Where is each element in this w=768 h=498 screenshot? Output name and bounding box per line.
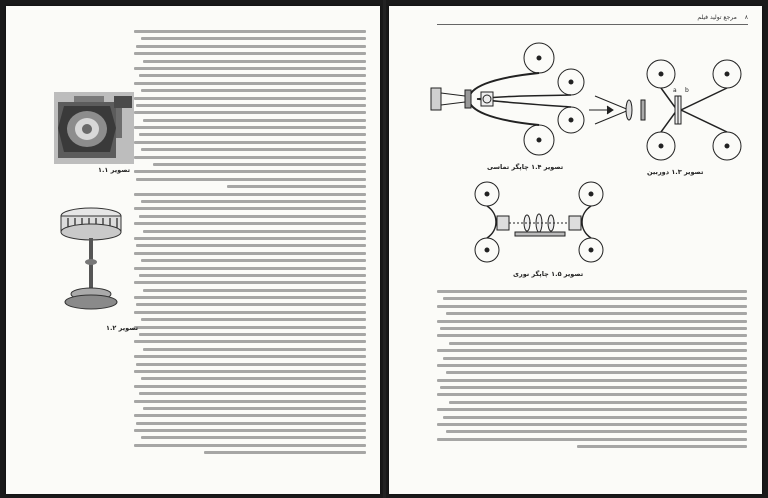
figure-1-1-caption: تصویر ۱.۱ <box>98 166 131 174</box>
left-page <box>6 6 380 494</box>
right-body-text <box>437 290 747 453</box>
figure-1-2-caption: تصویر ۱.۲ <box>106 324 139 332</box>
svg-text:b: b <box>685 87 689 94</box>
chapter-title: مرجع تولید فیلم <box>697 14 737 21</box>
figure-1-5-optical-printer <box>465 180 615 266</box>
header-rule <box>437 24 748 25</box>
running-header <box>691 14 748 21</box>
page-divider <box>383 0 386 498</box>
figure-1-1-praxinoscope <box>54 92 134 164</box>
page-number: ۸ <box>744 14 748 21</box>
left-body-text <box>134 30 366 459</box>
figure-1-4-contact-printer <box>429 38 589 156</box>
svg-text:a: a <box>673 87 677 94</box>
figure-1-2-zoetrope <box>58 204 124 312</box>
right-page <box>389 6 762 494</box>
figure-1-4-caption: تصویر ۱.۴ چاپگر تماسی <box>487 163 564 171</box>
figure-1-3-camera <box>589 52 749 162</box>
figure-1-3-caption: تصویر ۱.۳ دوربین <box>647 168 704 176</box>
figure-1-5-caption: تصویر ۱.۵ چاپگر نوری <box>513 270 584 278</box>
